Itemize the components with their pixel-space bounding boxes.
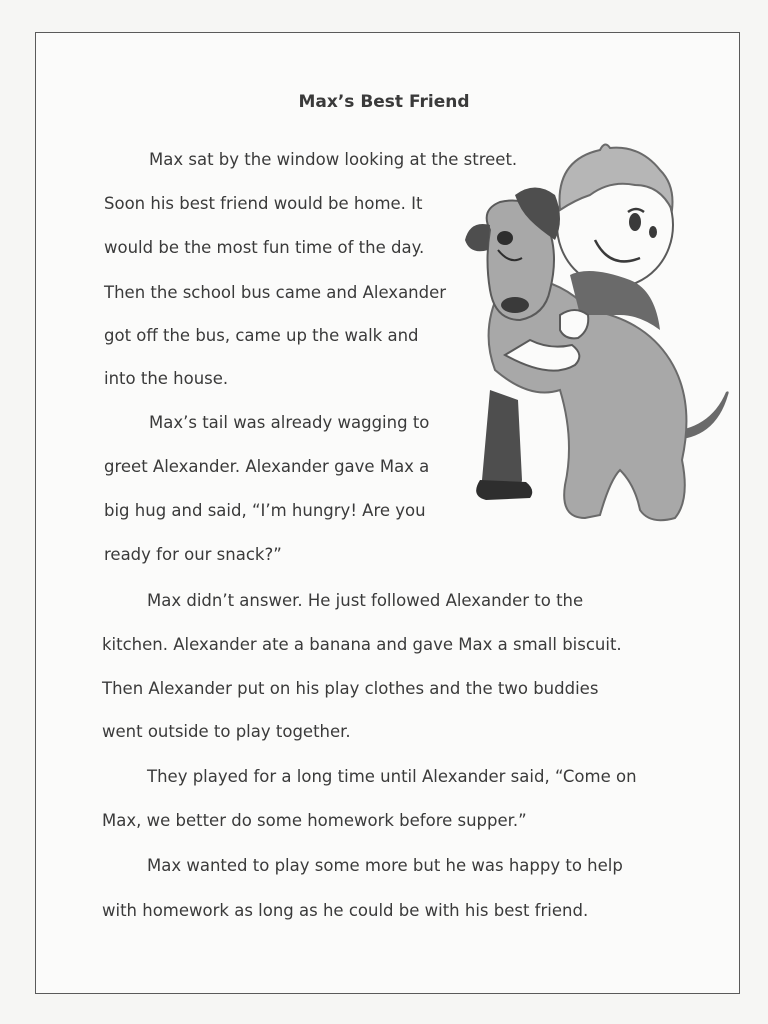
story-line: went outside to play together. <box>102 722 351 741</box>
boy-hugging-dog-illustration <box>460 140 745 540</box>
story-line: Max, we better do some homework before supper.” <box>102 811 527 830</box>
story-line: Max didn’t answer. He just followed Alexander to the <box>147 591 584 610</box>
story-line: kitchen. Alexander ate a banana and gave Max a small biscuit. <box>102 635 622 654</box>
story-line: got off the bus, came up the walk and <box>104 326 419 345</box>
story-title: Max’s Best Friend <box>298 92 470 112</box>
story-line: greet Alexander. Alexander gave Max a <box>104 457 430 476</box>
story-line: Max sat by the window looking at the street. <box>149 150 518 169</box>
story-line: ready for our snack?” <box>104 545 282 564</box>
story-line: Soon his best friend would be home. It <box>104 194 423 213</box>
story-line: Then Alexander put on his play clothes and the two buddies <box>102 679 599 698</box>
story-line: with homework as long as he could be with his best friend. <box>102 901 589 920</box>
story-line: into the house. <box>104 369 229 388</box>
story-line: Then the school bus came and Alexander <box>104 283 447 302</box>
story-line: Max wanted to play some more but he was happy to help <box>147 856 623 875</box>
story-line: big hug and said, “I’m hungry! Are you <box>104 501 426 520</box>
story-line: They played for a long time until Alexander said, “Come on <box>147 767 637 786</box>
story-line: Max’s tail was already wagging to <box>149 413 430 432</box>
story-line: would be the most fun time of the day. <box>104 238 425 257</box>
